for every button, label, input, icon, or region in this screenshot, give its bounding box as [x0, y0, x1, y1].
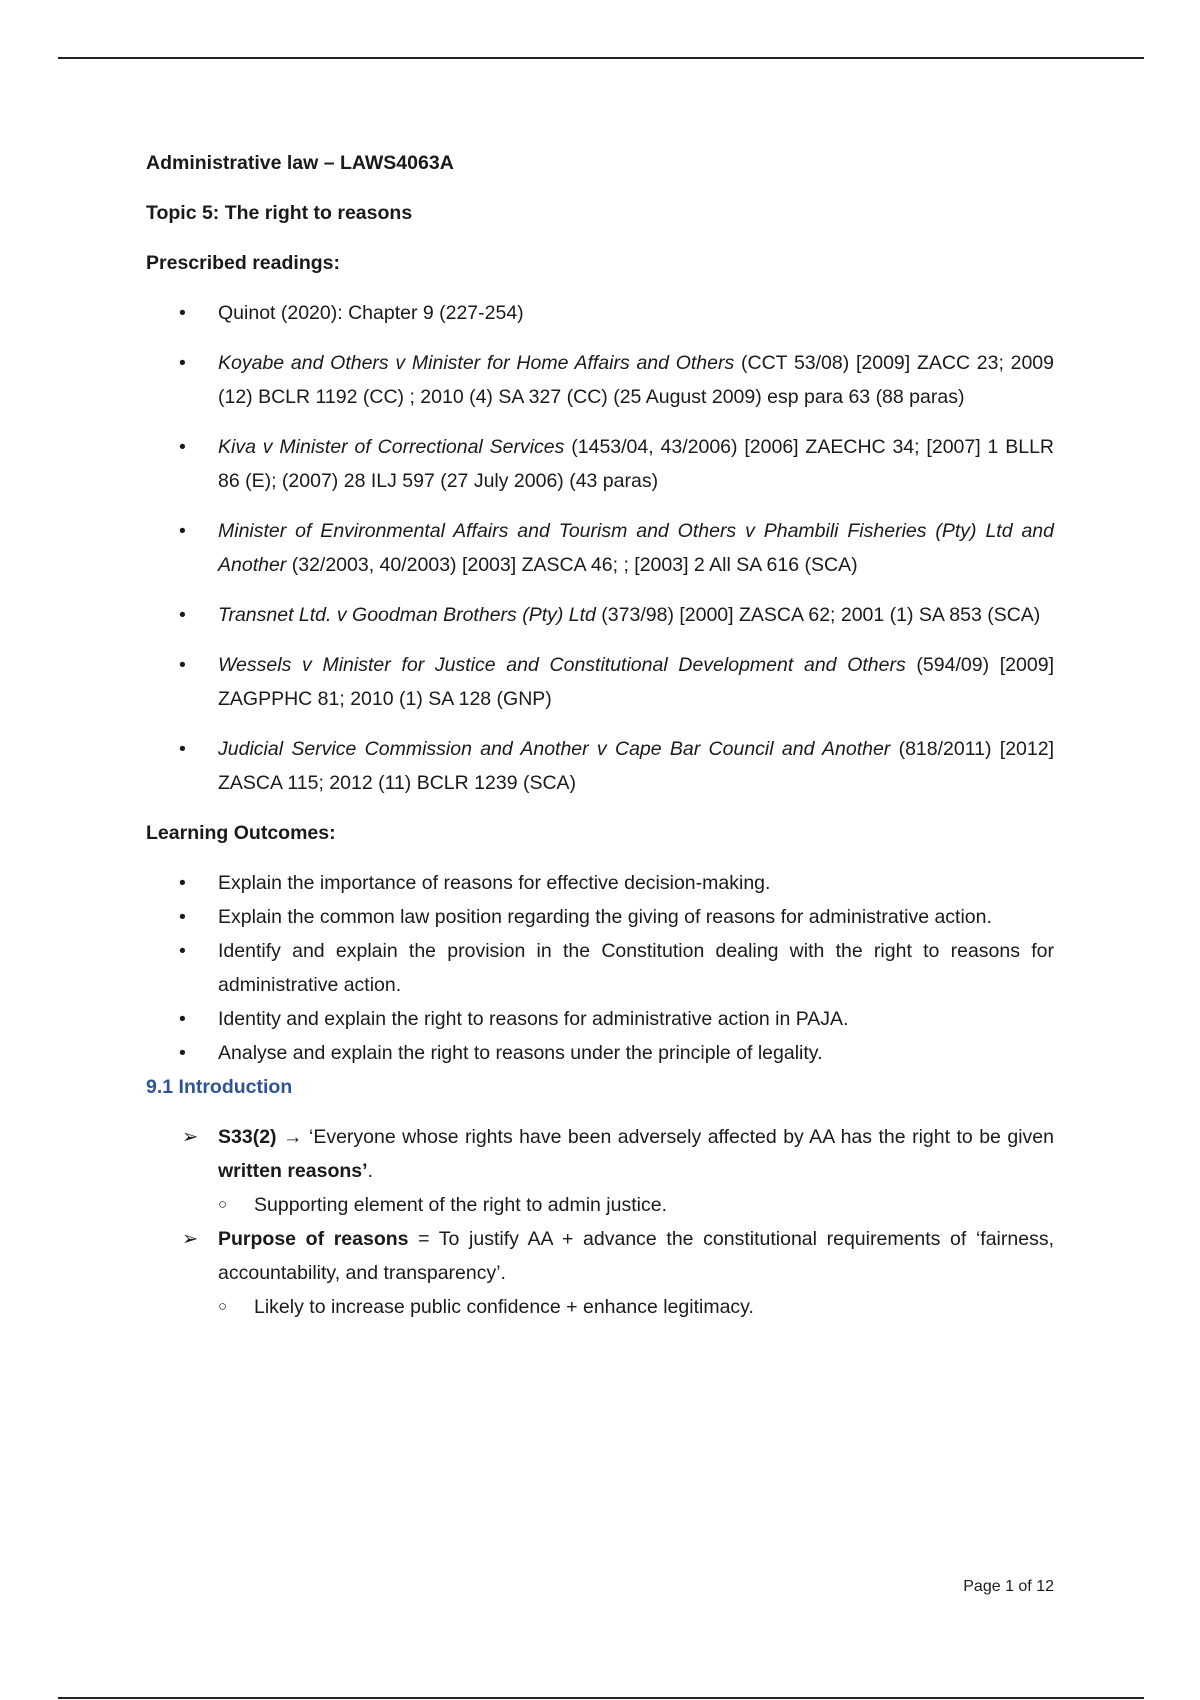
section-list	[146, 1120, 1054, 1324]
list-item: • Transnet Ltd. v Goodman Brothers (Pty) Ltd (373/98) [2000] ZASCA 62; 2001 (1) SA 853 (SCA)	[146, 598, 1054, 632]
list-item: • Koyabe and Others v Minister for Home Affairs and Others (CCT 53/08) [2009] ZACC 23; 2009 (12) BCLR 1192 (CC) ; 2010 (4) SA 327 (CC) (25 August 2009) esp para 63 (88 paras)	[146, 346, 1054, 414]
bullet-icon: •	[179, 1042, 186, 1064]
bullet-icon: •	[179, 520, 186, 542]
page-number: Page 1 of 12	[963, 1578, 1054, 1595]
list-item: • Minister of Environmental Affairs and Tourism and Others v Phambili Fisheries (Pty) Ltd and Another (32/2003, 40/2003) [2003] ZASCA 46; ; [2003] 2 All SA 616 (SCA)	[146, 514, 1054, 582]
list-item: ➢ Purpose of reasons = To justify AA + advance the constitutional requirements of ‘fairness, accountability, and transparency’. ○ Likely to increase public confidence + enhance legitimacy.	[146, 1222, 1054, 1324]
bullet-icon: •	[179, 352, 186, 374]
bullet-icon: •	[179, 654, 186, 676]
list-item: • Judicial Service Commission and Another v Cape Bar Council and Another (818/2011) [2012] ZASCA 115; 2012 (11) BCLR 1239 (SCA)	[146, 732, 1054, 800]
list-item: • Analyse and explain the right to reasons under the principle of legality.	[146, 1036, 1054, 1070]
bullet-icon: •	[179, 302, 186, 324]
outcomes-heading: Learning Outcomes:	[146, 822, 336, 844]
bullet-icon: •	[179, 604, 186, 626]
page-content	[146, 146, 1054, 1324]
section-heading: 9.1 Introduction	[146, 1076, 293, 1098]
circle-bullet-icon: ○	[218, 1196, 228, 1213]
list-item: ○ Likely to increase public confidence + enhance legitimacy.	[218, 1290, 1054, 1324]
footer-rule	[58, 1697, 1144, 1699]
list-item: • Wessels v Minister for Justice and Constitutional Development and Others (594/09) [2009] ZAGPPHC 81; 2010 (1) SA 128 (GNP)	[146, 648, 1054, 716]
header-rule	[58, 57, 1144, 59]
bullet-icon: •	[179, 436, 186, 458]
readings-list	[146, 296, 1054, 800]
list-item: • Explain the common law position regarding the giving of reasons for administrative action.	[146, 900, 1054, 934]
bullet-icon: •	[179, 1008, 186, 1030]
bullet-icon: •	[179, 906, 186, 928]
bullet-icon: •	[179, 940, 186, 962]
list-item: ➢ S33(2) → ‘Everyone whose rights have been adversely affected by AA has the right to be given written reasons’. ○ Supporting element of the right to admin justice.	[146, 1120, 1054, 1222]
arrow-icon: →	[276, 1126, 309, 1148]
list-item: • Identify and explain the provision in the Constitution dealing with the right to reasons for administrative action.	[146, 934, 1054, 1002]
circle-bullet-icon: ○	[218, 1298, 228, 1315]
list-item: • Explain the importance of reasons for effective decision-making.	[146, 866, 1054, 900]
outcomes-list	[146, 866, 1054, 1070]
arrow-bullet-icon: ➢	[182, 1126, 199, 1148]
bullet-icon: •	[179, 872, 186, 894]
sub-list	[218, 1188, 1054, 1222]
list-item: • Quinot (2020): Chapter 9 (227-254)	[146, 296, 1054, 330]
sub-list	[218, 1290, 1054, 1324]
list-item: • Identity and explain the right to reasons for administrative action in PAJA.	[146, 1002, 1054, 1036]
bullet-icon: •	[179, 738, 186, 760]
readings-heading: Prescribed readings:	[146, 252, 340, 274]
topic-title: Topic 5: The right to reasons	[146, 202, 413, 224]
arrow-bullet-icon: ➢	[182, 1228, 199, 1250]
list-item: ○ Supporting element of the right to admin justice.	[218, 1188, 1054, 1222]
course-title: Administrative law – LAWS4063A	[146, 152, 454, 174]
list-item: • Kiva v Minister of Correctional Services (1453/04, 43/2006) [2006] ZAECHC 34; [2007] 1 BLLR 86 (E); (2007) 28 ILJ 597 (27 July 2006) (43 paras)	[146, 430, 1054, 498]
